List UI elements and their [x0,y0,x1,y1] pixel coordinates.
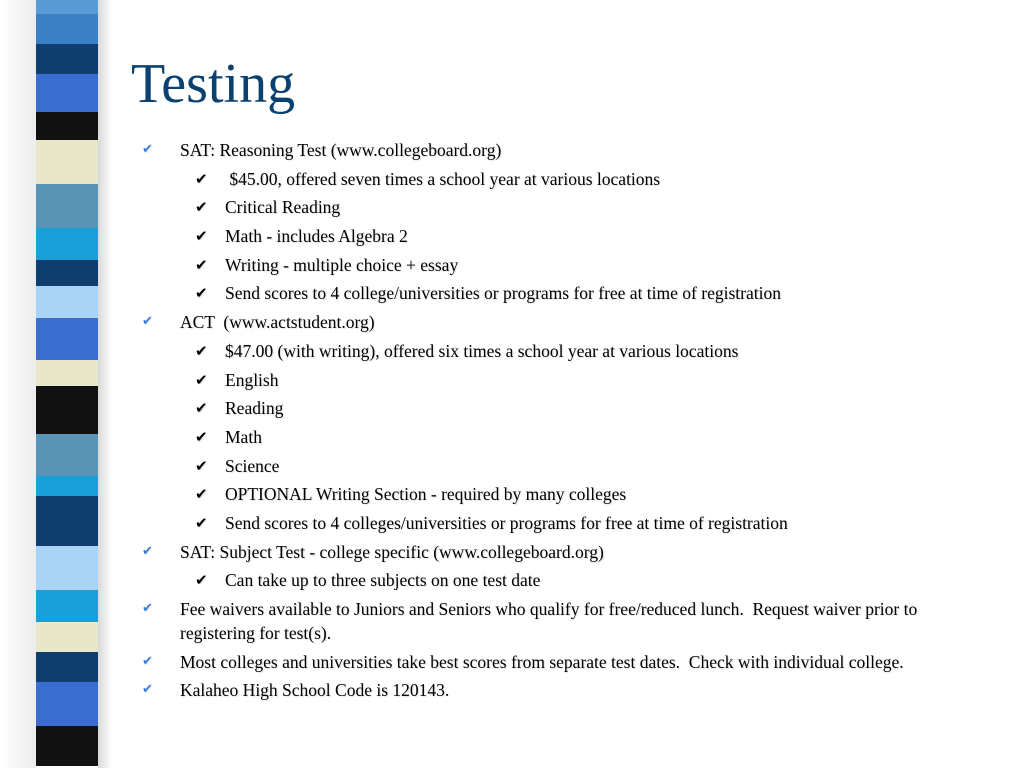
bullet-text: Most colleges and universities take best scores from separate test dates. Check with individual college. [180,651,904,672]
bullet-item [140,138,970,162]
check-icon: ✔ [195,169,208,188]
check-icon: ✔ [195,284,208,303]
bullet-text: English [225,369,279,390]
bullet-item [140,310,970,334]
stripe-band [36,476,98,496]
bullet-text: Can take up to three subjects on one test date [225,570,541,591]
stripe-band [36,44,98,74]
sub-bullet-item [140,511,970,535]
stripe-band [36,14,98,44]
bullet-text: Critical Reading [225,197,341,218]
stripe-band [36,140,98,184]
check-icon: ✔ [142,142,153,157]
bullet-text: SAT: Reasoning Test (www.collegeboard.org) [180,140,502,160]
stripe-band [36,682,98,726]
check-icon: ✔ [195,227,208,246]
check-icon: ✔ [195,255,208,274]
check-icon: ✔ [142,601,153,616]
check-icon: ✔ [195,370,208,389]
stripe-band [36,496,98,546]
check-icon: ✔ [142,314,153,330]
check-icon: ✔ [195,399,208,418]
check-icon: ✔ [195,571,208,590]
bullet-text: Math [225,426,262,447]
bullet-text: SAT: Subject Test - college specific (www.collegeboard.org) [180,541,604,562]
stripe-band [36,622,98,652]
stripe-band [36,286,98,318]
sub-bullet-item [140,339,970,363]
sub-bullet-item [140,568,970,592]
stripe-band [36,590,98,622]
bullet-text: Math - includes Algebra 2 [225,226,408,247]
sub-bullet-item [140,425,970,449]
bullet-text: $45.00, offered seven times a school year at various locations [225,168,661,189]
check-icon: ✔ [142,682,153,698]
sub-bullet-item [140,281,970,305]
stripe-band [36,0,98,14]
bullet-item [140,540,970,564]
bullet-text: ACT (www.actstudent.org) [180,312,375,333]
stripe-shadow [98,0,112,768]
decorative-stripe [36,0,98,768]
check-icon: ✔ [195,485,208,504]
check-icon: ✔ [195,427,208,446]
bullet-text: Writing - multiple choice + essay [225,254,459,275]
stripe-band [36,726,98,766]
check-icon: ✔ [142,653,153,669]
check-icon: ✔ [195,456,208,475]
stripe-band [36,386,98,434]
stripe-band [36,434,98,476]
slide-title: Testing [131,53,296,115]
stripe-band [36,184,98,228]
bullet-text: Science [225,455,280,476]
sub-bullet-item [140,454,970,478]
stripe-left-shadow [0,0,36,768]
stripe-band [36,74,98,112]
bullet-text: $47.00 (with writing), offered six times a school year at various locations [225,340,739,361]
stripe-band [36,652,98,682]
stripe-band [36,318,98,360]
bullet-item [140,678,970,702]
sub-bullet-item [140,195,970,219]
bullet-text: Kalaheo High School Code is 120143. [180,680,450,701]
bullet-list [140,138,970,707]
bullet-item [140,650,970,674]
stripe-band [36,360,98,386]
sub-bullet-item [140,482,970,506]
sub-bullet-item [140,167,970,191]
sub-bullet-item [140,396,970,420]
stripe-band [36,112,98,140]
stripe-band [36,260,98,286]
check-icon: ✔ [195,198,208,217]
check-icon: ✔ [195,341,208,360]
sub-bullet-item [140,224,970,248]
bullet-text: Send scores to 4 college/universities or programs for free at time of registration [225,283,781,304]
sub-bullet-item [140,368,970,392]
check-icon: ✔ [142,543,153,559]
stripe-band [36,228,98,260]
bullet-text: Reading [225,398,284,419]
sub-bullet-item [140,253,970,277]
bullet-item [140,597,970,645]
bullet-text: Send scores to 4 colleges/universities or programs for free at time of registration [225,512,788,533]
stripe-band [36,546,98,590]
check-icon: ✔ [195,513,208,532]
bullet-text: OPTIONAL Writing Section - required by many colleges [225,484,627,505]
bullet-text: Fee waivers available to Juniors and Seniors who qualify for free/reduced lunch. Request waiver prior to registering for test(s). [180,599,922,643]
